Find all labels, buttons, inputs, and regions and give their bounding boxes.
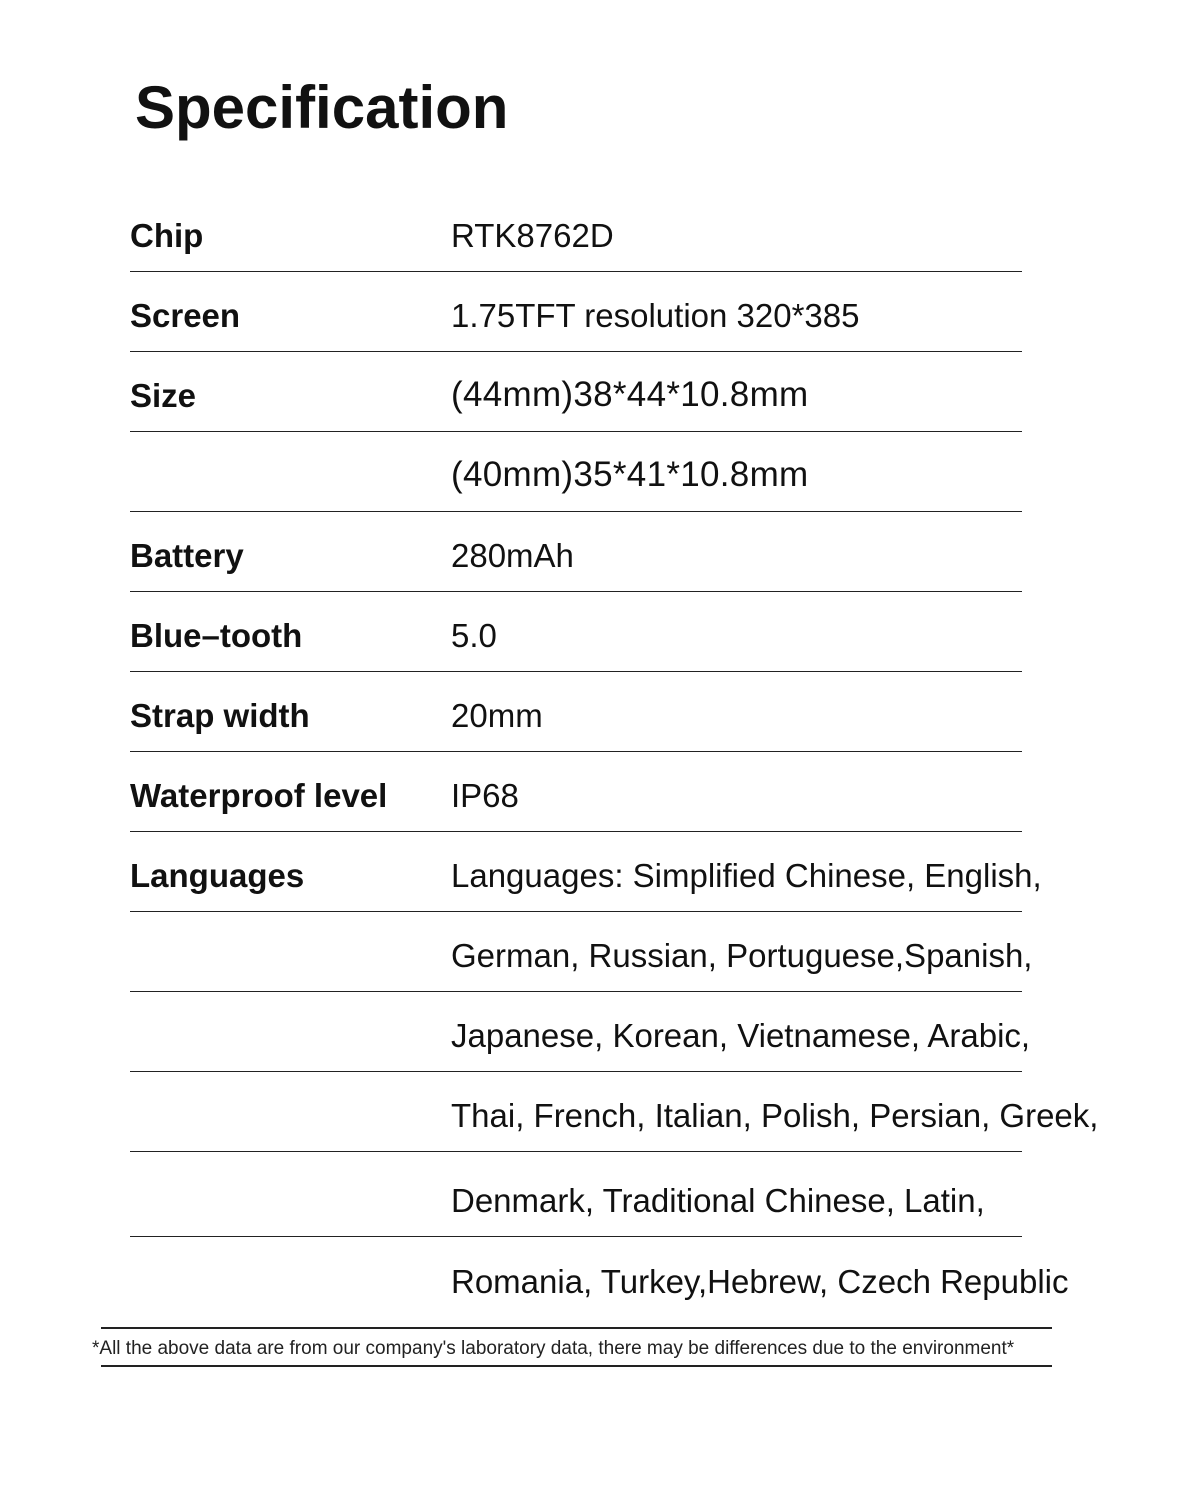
spec-row-languages xyxy=(130,832,1042,912)
spec-value: 20mm xyxy=(451,697,543,734)
spec-value: Denmark, Traditional Chinese, Latin, xyxy=(451,1182,985,1219)
spec-value: 5.0 xyxy=(451,617,497,654)
footnote: *All the above data are from our company's laboratory data, there may be differences due to the environment* xyxy=(92,1338,1015,1359)
spec-row-languages-5 xyxy=(130,1152,1022,1237)
spec-label: Screen xyxy=(130,297,241,334)
spec-row-bluetooth xyxy=(130,592,1022,672)
spec-value: IP68 xyxy=(451,777,519,814)
spec-table xyxy=(130,192,1099,1317)
spec-row-waterproof xyxy=(130,752,1022,832)
spec-label: Blue–tooth xyxy=(130,617,303,654)
spec-value: RTK8762D xyxy=(451,217,614,254)
spec-value: Thai, French, Italian, Polish, Persian, Greek, xyxy=(451,1097,1099,1134)
spec-label: Languages xyxy=(130,857,305,894)
spec-row-size xyxy=(130,352,1022,432)
spec-row-languages-6 xyxy=(130,1237,1069,1317)
spec-row-size-2 xyxy=(130,432,1022,512)
spec-row-languages-3 xyxy=(130,992,1031,1072)
spec-value: German, Russian, Portuguese,Spanish, xyxy=(451,937,1033,974)
spec-row-chip xyxy=(130,192,1022,272)
spec-value: (40mm)35*41*10.8mm xyxy=(451,455,809,494)
spec-value: (44mm)38*44*10.8mm xyxy=(451,375,809,414)
spec-label: Waterproof level xyxy=(130,777,388,814)
spec-value: Romania, Turkey,Hebrew, Czech Republic xyxy=(451,1263,1069,1300)
spec-label: Size xyxy=(130,377,197,414)
spec-row-languages-4 xyxy=(130,1072,1099,1152)
spec-row-strap-width xyxy=(130,672,1022,752)
spec-value: Japanese, Korean, Vietnamese, Arabic, xyxy=(451,1017,1031,1054)
spec-label: Battery xyxy=(130,537,244,574)
spec-row-languages-2 xyxy=(130,912,1033,992)
spec-row-screen xyxy=(130,272,1022,352)
page-title: Specification xyxy=(135,74,509,141)
spec-value: 280mAh xyxy=(451,537,574,574)
spec-label: Chip xyxy=(130,217,204,254)
spec-value: 1.75TFT resolution 320*385 xyxy=(451,297,860,334)
spec-label: Strap width xyxy=(130,697,310,734)
spec-value: Languages: Simplified Chinese, English, xyxy=(451,857,1042,894)
spec-row-battery xyxy=(130,512,1022,592)
